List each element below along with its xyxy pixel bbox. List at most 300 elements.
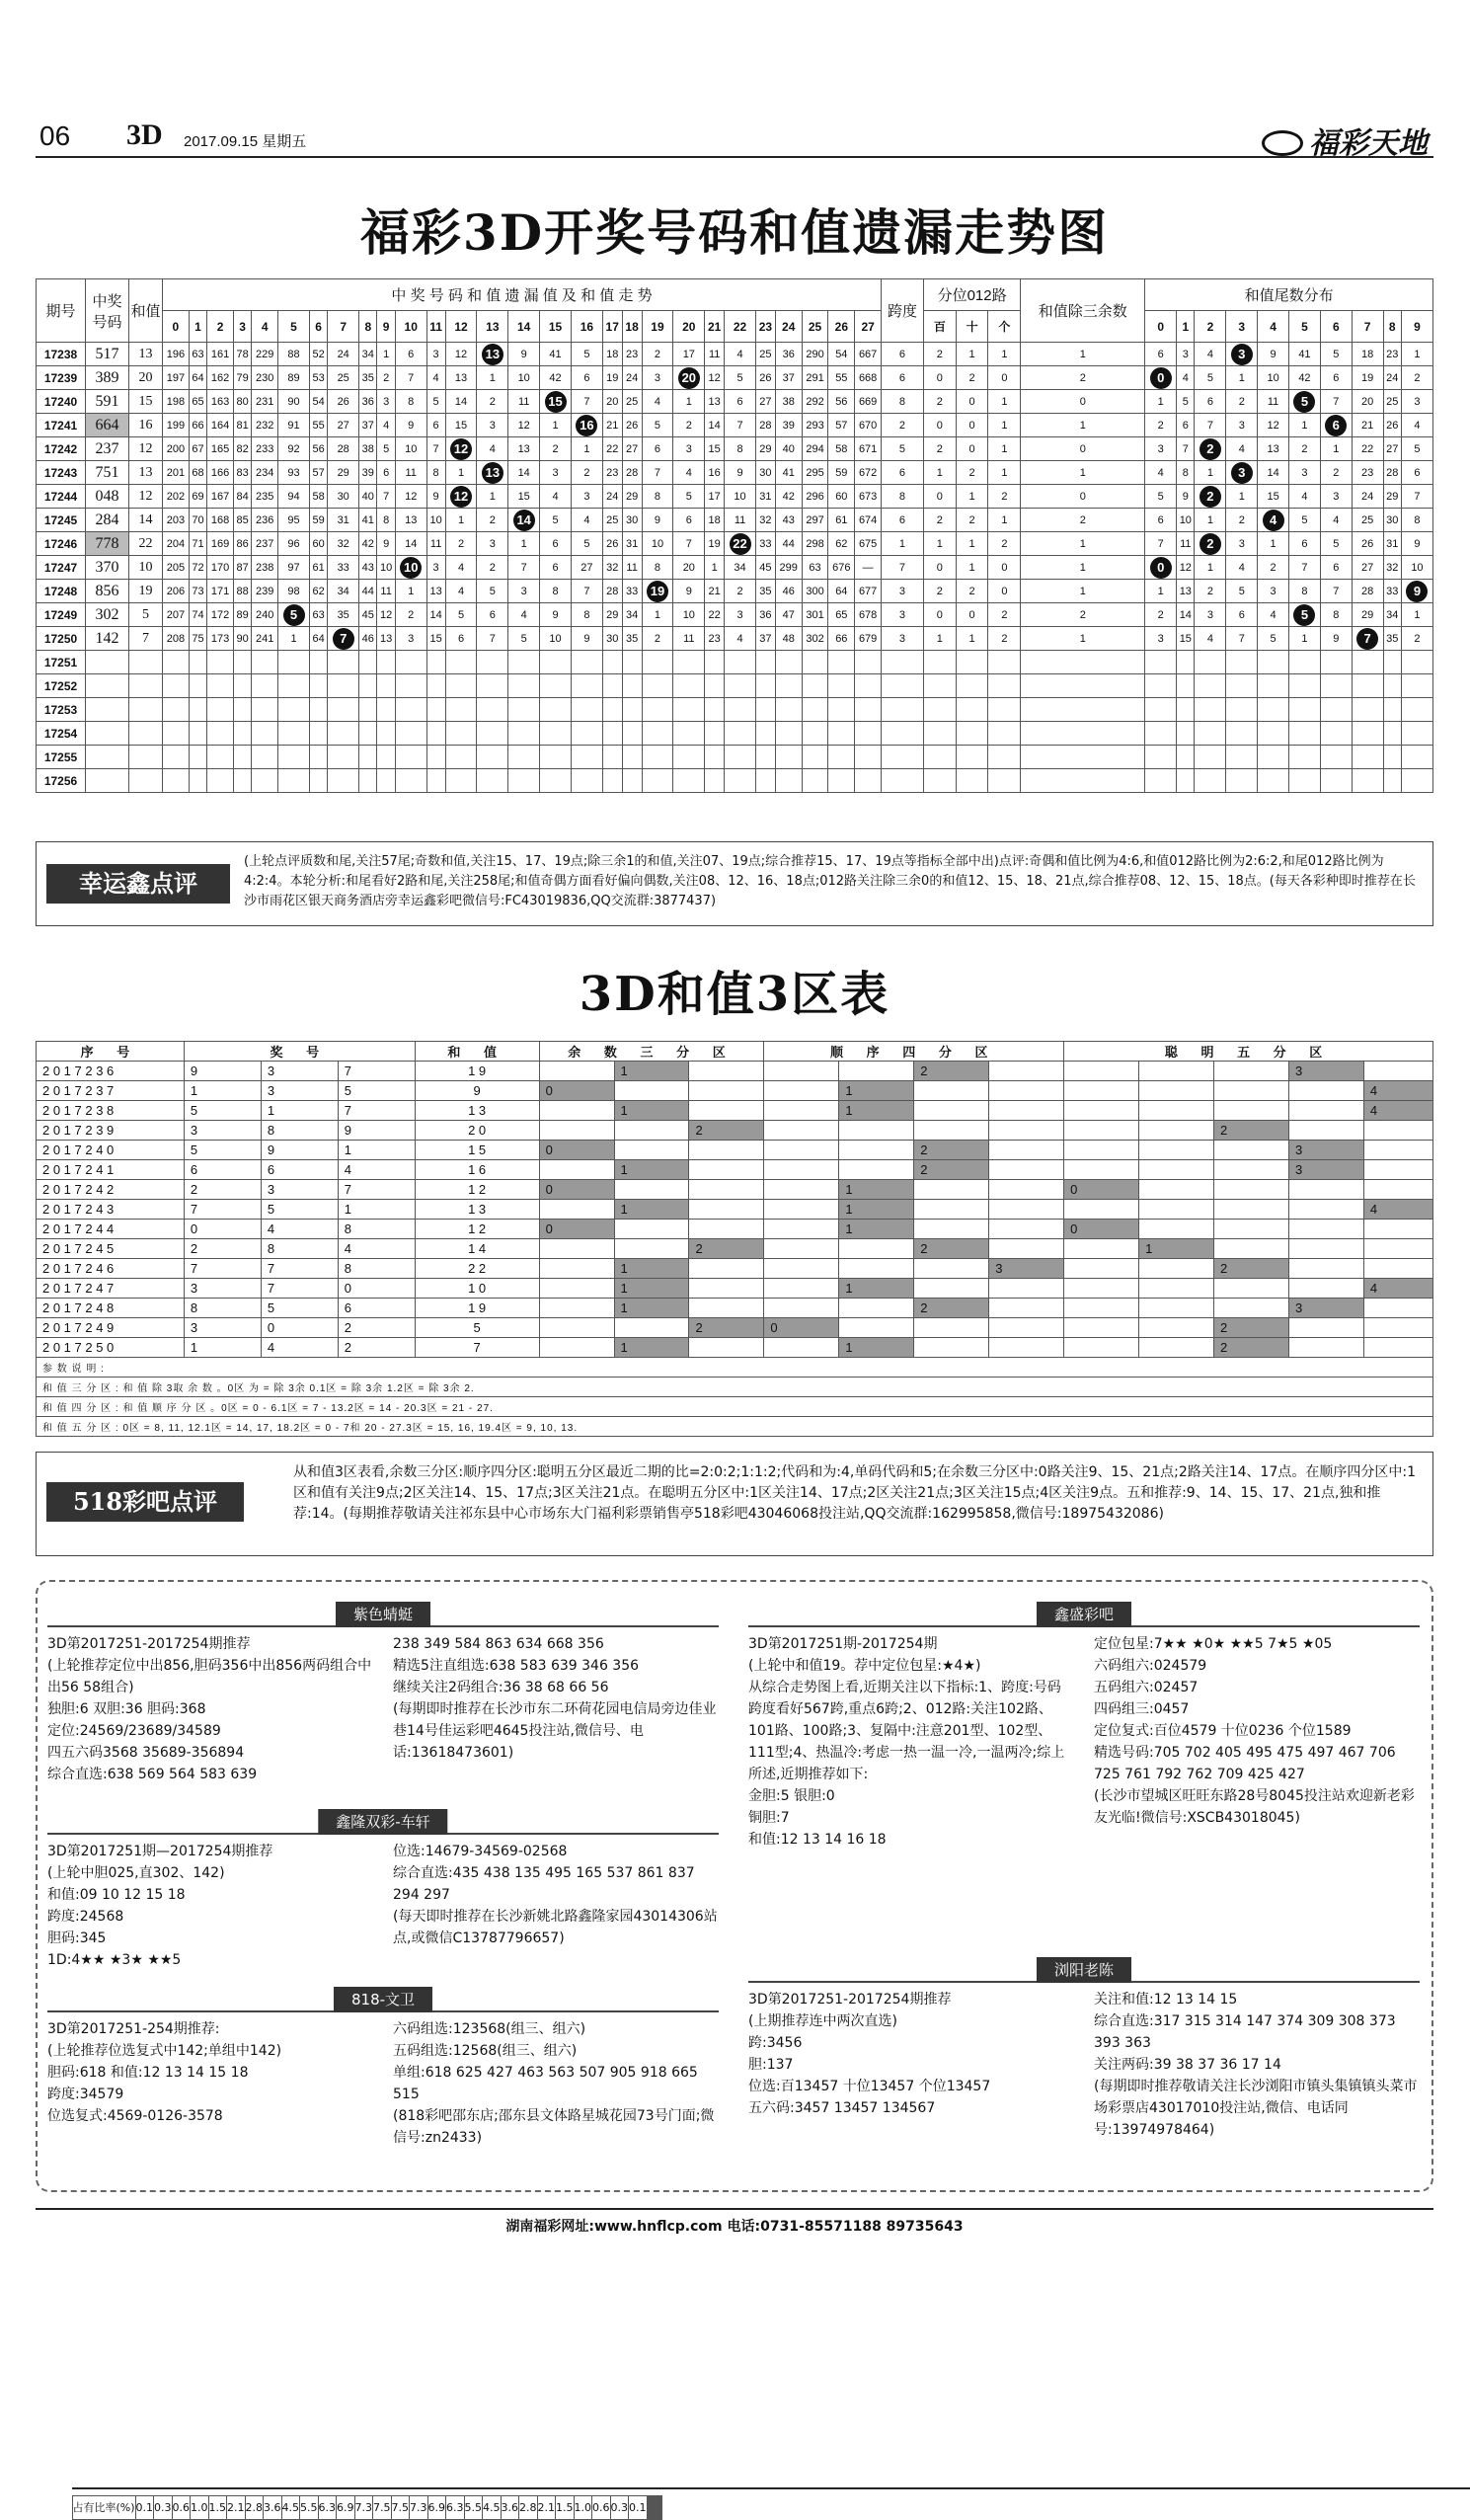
- empty-cell: [163, 746, 190, 769]
- expert-line: 四码组三:0457: [1094, 1701, 1190, 1717]
- empty-cell: [755, 651, 775, 674]
- tail-cell: 13: [1177, 580, 1195, 603]
- tail-cell: 25: [1383, 390, 1401, 414]
- omission-cell: 80: [233, 390, 251, 414]
- hit-marker: 13: [482, 462, 503, 484]
- tail-cell: 29: [1383, 485, 1401, 509]
- omission-cell: 3: [508, 580, 540, 603]
- zone-digit: 7: [338, 1101, 415, 1121]
- expert-line: 定位复式:百位4579 十位0236 个位1589: [1094, 1723, 1352, 1739]
- sum-col-head: 24: [775, 311, 802, 343]
- empty-cell: [855, 746, 882, 769]
- zone-empty: [914, 1180, 989, 1200]
- empty-cell: [540, 651, 572, 674]
- omission-cell: 171: [207, 580, 234, 603]
- ratio-cell: 2.8: [245, 2495, 264, 2519]
- omission-cell: 2: [377, 366, 395, 390]
- empty-cell: [163, 722, 190, 746]
- omission-cell: 27: [571, 556, 602, 580]
- zone-row: [37, 1121, 1433, 1141]
- col-sum: 和值: [129, 279, 163, 343]
- empty-cell: [956, 746, 988, 769]
- sum-hit-cell: [445, 437, 477, 461]
- omission-cell: 1: [508, 532, 540, 556]
- tail-cell: 3: [1145, 437, 1177, 461]
- trend-row: [37, 414, 1433, 437]
- omission-cell: 296: [802, 485, 828, 509]
- zone-empty: [1288, 1101, 1363, 1121]
- zone-empty: [1363, 1239, 1432, 1259]
- omission-cell: 169: [207, 532, 234, 556]
- hit-marker: 13: [482, 344, 503, 365]
- empty-cell: [988, 698, 1021, 722]
- zone-empty: [1363, 1121, 1432, 1141]
- empty-cell: [359, 746, 377, 769]
- empty-cell: [508, 769, 540, 793]
- tail-cell: 6: [1145, 343, 1177, 366]
- omission-cell: 9: [725, 461, 756, 485]
- empty-cell: [923, 722, 956, 746]
- tail-hit-cell: [1258, 509, 1289, 532]
- zone-digit: 7: [184, 1200, 261, 1220]
- empty-cell: [328, 722, 359, 746]
- omission-cell: 11: [725, 509, 756, 532]
- sum-hit-cell: [508, 509, 540, 532]
- empty-cell: [923, 651, 956, 674]
- zone-mark: 0: [539, 1141, 614, 1160]
- empty-cell: [377, 674, 395, 698]
- zone-row: [37, 1081, 1433, 1101]
- omission-cell: 11: [377, 580, 395, 603]
- zone-sum: 1 3: [415, 1200, 539, 1220]
- sum-col-head: 17: [602, 311, 622, 343]
- empty-cell: [828, 746, 855, 769]
- empty-cell: [207, 674, 234, 698]
- road-cell: 2: [956, 366, 988, 390]
- zone-period: 2 0 1 7 2 3 6: [37, 1062, 185, 1081]
- ratio-cell: 1.0: [574, 2495, 592, 2519]
- zone-mark: 2: [689, 1121, 764, 1141]
- empty-cell: [252, 651, 278, 674]
- empty-cell: [725, 651, 756, 674]
- tail-cell: 1: [1258, 532, 1289, 556]
- zone-empty: [1363, 1259, 1432, 1279]
- zone-empty: [839, 1121, 914, 1141]
- expert-line: (上轮推荐定位中出856,胆码356中出856两码组合中出56 58组合): [47, 1658, 372, 1695]
- empty-cell: [923, 746, 956, 769]
- omission-cell: 7: [377, 485, 395, 509]
- expert-line: 独胆:6 双胆:36 胆码:368: [47, 1701, 206, 1717]
- empty-cell: [377, 722, 395, 746]
- empty-cell: [1320, 698, 1352, 722]
- tail-cell: 6: [1226, 603, 1258, 627]
- zone-empty: [539, 1338, 614, 1358]
- expert-columns: [748, 1633, 1420, 1851]
- zone-row: [37, 1180, 1433, 1200]
- tail-cell: 1: [1195, 509, 1226, 532]
- omission-cell: 301: [802, 603, 828, 627]
- zone-row: [37, 1220, 1433, 1239]
- zone-empty: [689, 1141, 764, 1160]
- empty-cell: [309, 674, 327, 698]
- zone-empty: [1363, 1180, 1432, 1200]
- zone-title: 3D和值3区表: [579, 967, 890, 1022]
- empty-cell: [377, 746, 395, 769]
- empty-cell: [233, 746, 251, 769]
- omission-cell: 30: [328, 485, 359, 509]
- zone-period: 2 0 1 7 2 3 9: [37, 1121, 185, 1141]
- empty-cell: [278, 722, 310, 746]
- tail-cell: 9: [1401, 532, 1432, 556]
- omission-cell: 73: [189, 580, 206, 603]
- omission-cell: 29: [622, 485, 642, 509]
- zone-empty: [539, 1160, 614, 1180]
- empty-cell: [129, 722, 163, 746]
- omission-cell: 230: [252, 366, 278, 390]
- expert-line: (上轮推荐位选复式中142;单组中142): [47, 2043, 282, 2059]
- omission-cell: 88: [233, 580, 251, 603]
- zone-sum: 2 2: [415, 1259, 539, 1279]
- zone-empty: [689, 1101, 764, 1121]
- omission-cell: 31: [328, 509, 359, 532]
- omission-cell: 4: [445, 556, 477, 580]
- expert-right: [1094, 1633, 1420, 1851]
- omission-cell: 13: [377, 627, 395, 651]
- expert-line: 定位:24569/23689/34589: [47, 1723, 221, 1739]
- sum-hit-cell: [477, 343, 508, 366]
- omission-cell: 27: [328, 414, 359, 437]
- omission-cell: 10: [673, 603, 705, 627]
- empty-cell: [508, 698, 540, 722]
- omission-cell: 23: [622, 343, 642, 366]
- sum-cell: 13: [129, 343, 163, 366]
- empty-cell: [359, 674, 377, 698]
- omission-cell: 28: [622, 461, 642, 485]
- zone-period: 2 0 1 7 2 4 4: [37, 1220, 185, 1239]
- tail-col-head: 1: [1177, 311, 1195, 343]
- omission-cell: 9: [508, 343, 540, 366]
- zone-empty: [1214, 1160, 1289, 1180]
- tail-col-head: 6: [1320, 311, 1352, 343]
- omission-cell: 54: [309, 390, 327, 414]
- zone-mark: 1: [839, 1200, 914, 1220]
- tail-col-head: 3: [1226, 311, 1258, 343]
- omission-cell: 172: [207, 603, 234, 627]
- empty-cell: [1226, 651, 1258, 674]
- trend-row-empty: [37, 769, 1433, 793]
- expert-line: (每期即时推荐在长沙市东二环荷花园电信局旁边佳业巷14号佳运彩吧4645投注站,微信号、电话:13618473601): [393, 1701, 717, 1761]
- zone-period: 2 0 1 7 2 4 5: [37, 1239, 185, 1259]
- omission-cell: 28: [755, 414, 775, 437]
- ratio-cell: 4.5: [483, 2495, 502, 2519]
- zone-digit: 8: [184, 1299, 261, 1318]
- omission-cell: 25: [622, 390, 642, 414]
- trend-row-empty: [37, 746, 1433, 769]
- empty-cell: [882, 746, 924, 769]
- ratio-cell: 5.5: [300, 2495, 319, 2519]
- number-cell: 237: [86, 437, 129, 461]
- omission-cell: 166: [207, 461, 234, 485]
- omission-cell: 33: [755, 532, 775, 556]
- empty-cell: [163, 769, 190, 793]
- road-cell: 0: [923, 556, 956, 580]
- tail-cell: 10: [1258, 366, 1289, 390]
- span-cell: 3: [882, 627, 924, 651]
- omission-cell: 6: [571, 366, 602, 390]
- empty-cell: [1320, 722, 1352, 746]
- omission-cell: 240: [252, 603, 278, 627]
- empty-cell: [642, 698, 673, 722]
- omission-cell: 13: [705, 390, 725, 414]
- omission-cell: 10: [395, 437, 426, 461]
- omission-cell: 64: [189, 366, 206, 390]
- hit-marker: 14: [513, 510, 535, 531]
- tail-cell: 1: [1226, 485, 1258, 509]
- zone-empty: [989, 1299, 1064, 1318]
- tail-cell: 1: [1195, 556, 1226, 580]
- empty-cell: [956, 651, 988, 674]
- empty-cell: [359, 769, 377, 793]
- omission-cell: 197: [163, 366, 190, 390]
- tail-cell: 22: [1352, 437, 1383, 461]
- empty-cell: [673, 769, 705, 793]
- omission-cell: 26: [622, 414, 642, 437]
- omission-cell: 670: [855, 414, 882, 437]
- tail-cell: 10: [1401, 556, 1432, 580]
- road-cell: 0: [988, 366, 1021, 390]
- omission-cell: 200: [163, 437, 190, 461]
- empty-cell: [233, 769, 251, 793]
- empty-cell: [1401, 698, 1432, 722]
- empty-cell: [86, 674, 129, 698]
- omission-cell: 6: [395, 343, 426, 366]
- zone-empty: [1064, 1299, 1139, 1318]
- zone-empty: [1214, 1081, 1289, 1101]
- omission-cell: 4: [540, 485, 572, 509]
- zone-mark: 0: [539, 1180, 614, 1200]
- tail-cell: 2: [1401, 366, 1432, 390]
- expert-section: [748, 1957, 1420, 2141]
- empty-cell: [1401, 674, 1432, 698]
- sum-col-head: 21: [705, 311, 725, 343]
- omission-cell: 14: [426, 603, 445, 627]
- tail-cell: 4: [1177, 366, 1195, 390]
- zone-mark: 1: [839, 1338, 914, 1358]
- omission-cell: 10: [725, 485, 756, 509]
- omission-cell: 202: [163, 485, 190, 509]
- tail-cell: 7: [1195, 414, 1226, 437]
- number-cell: 048: [86, 485, 129, 509]
- tail-cell: 5: [1145, 485, 1177, 509]
- omission-cell: 31: [755, 485, 775, 509]
- zone-head-row: [37, 1042, 1433, 1062]
- page-header: [36, 117, 1433, 161]
- zone-digit: 2: [338, 1318, 415, 1338]
- empty-cell: [278, 698, 310, 722]
- empty-cell: [426, 674, 445, 698]
- omission-cell: 7: [395, 366, 426, 390]
- zone-row: [37, 1279, 1433, 1299]
- sum-col-head: 11: [426, 311, 445, 343]
- empty-cell: [1352, 674, 1383, 698]
- omission-cell: 17: [705, 485, 725, 509]
- omission-cell: 59: [309, 509, 327, 532]
- omission-cell: 57: [309, 461, 327, 485]
- span-cell: 3: [882, 580, 924, 603]
- zone-empty: [1214, 1062, 1289, 1081]
- expert-line: 3D第2017251-2017254期推荐: [748, 1992, 952, 2008]
- tail-cell: 6: [1195, 390, 1226, 414]
- zone-empty: [1288, 1239, 1363, 1259]
- omission-cell: 22: [705, 603, 725, 627]
- empty-cell: [1177, 698, 1195, 722]
- tail-cell: 24: [1383, 366, 1401, 390]
- ratio-cell: 5.5: [464, 2495, 483, 2519]
- omission-cell: 12: [377, 603, 395, 627]
- empty-cell: [395, 746, 426, 769]
- empty-cell: [1145, 674, 1177, 698]
- tail-cell: 2: [1226, 390, 1258, 414]
- omission-cell: 14: [395, 532, 426, 556]
- sum-col-head: 8: [359, 311, 377, 343]
- omission-cell: 1: [540, 414, 572, 437]
- zone-empty: [689, 1160, 764, 1180]
- omission-cell: 32: [328, 532, 359, 556]
- empty-cell: [395, 674, 426, 698]
- trend-row-empty: [37, 651, 1433, 674]
- zone-mark: 1: [614, 1101, 689, 1121]
- expert-line: (上轮中和值19。荐中定位包星:★4★): [748, 1658, 981, 1674]
- zone-digit: 3: [184, 1121, 261, 1141]
- empty-cell: [1258, 674, 1289, 698]
- tail-cell: 5: [1177, 390, 1195, 414]
- empty-cell: [1258, 698, 1289, 722]
- expert-section: [47, 1809, 719, 1971]
- zone-mark: 1: [839, 1101, 914, 1121]
- expert-line: 位选:百13457 十位13457 个位13457: [748, 2079, 991, 2094]
- empty-cell: [622, 674, 642, 698]
- omission-cell: 290: [802, 343, 828, 366]
- omission-cell: 300: [802, 580, 828, 603]
- omission-cell: 52: [309, 343, 327, 366]
- period-cell: 17238: [37, 343, 86, 366]
- empty-cell: [705, 698, 725, 722]
- omission-cell: 6: [377, 461, 395, 485]
- empty-cell: [1401, 746, 1432, 769]
- omission-cell: 672: [855, 461, 882, 485]
- zone-mark: 1: [614, 1299, 689, 1318]
- tail-cell: 11: [1258, 390, 1289, 414]
- hit-marker: 19: [647, 581, 668, 602]
- omission-cell: 165: [207, 437, 234, 461]
- expert-band: [47, 1602, 719, 1627]
- trend-row: [37, 580, 1433, 603]
- empty-cell: [309, 722, 327, 746]
- period-cell: 17255: [37, 746, 86, 769]
- empty-cell: [802, 651, 828, 674]
- zone-mark: 1: [839, 1081, 914, 1101]
- empty-cell: [755, 746, 775, 769]
- tail-cell: 1: [1320, 437, 1352, 461]
- zone-digit: 1: [338, 1200, 415, 1220]
- tail-cell: 33: [1383, 580, 1401, 603]
- empty-cell: [1145, 722, 1177, 746]
- ratio-cell: 2.1: [227, 2495, 246, 2519]
- omission-cell: 7: [508, 556, 540, 580]
- omission-cell: 26: [602, 532, 622, 556]
- empty-cell: [377, 769, 395, 793]
- omission-cell: 12: [508, 414, 540, 437]
- period-cell: 17242: [37, 437, 86, 461]
- omission-cell: 10: [508, 366, 540, 390]
- empty-cell: [1289, 722, 1321, 746]
- zone-row: [37, 1299, 1433, 1318]
- tail-cell: 2: [1289, 437, 1321, 461]
- tail-cell: 9: [1320, 627, 1352, 651]
- omission-cell: 669: [855, 390, 882, 414]
- expert-line: 继续关注2码组合:36 38 68 66 56: [393, 1680, 609, 1695]
- zone-empty: [539, 1279, 614, 1299]
- zone-empty: [539, 1318, 614, 1338]
- tail-cell: 1: [1289, 627, 1321, 651]
- ratio-cell: 6.9: [337, 2495, 355, 2519]
- number-cell: 284: [86, 509, 129, 532]
- zone-empty: [1288, 1279, 1363, 1299]
- empty-cell: [207, 769, 234, 793]
- sum-col-head: 12: [445, 311, 477, 343]
- zone-mark: 1: [839, 1220, 914, 1239]
- ratio-cell: 1.0: [191, 2495, 209, 2519]
- empty-cell: [828, 769, 855, 793]
- zone-mark: 1: [614, 1062, 689, 1081]
- zone-mark: 0: [1064, 1220, 1139, 1239]
- trend-row: [37, 437, 1433, 461]
- empty-cell: [207, 698, 234, 722]
- empty-cell: [956, 698, 988, 722]
- empty-cell: [855, 769, 882, 793]
- omission-cell: 238: [252, 556, 278, 580]
- omission-cell: 196: [163, 343, 190, 366]
- omission-cell: 294: [802, 437, 828, 461]
- omission-cell: 27: [755, 390, 775, 414]
- zone-empty: [614, 1318, 689, 1338]
- zone-empty: [914, 1279, 989, 1299]
- zone-mark: 1: [614, 1200, 689, 1220]
- zone-digit: 1: [338, 1141, 415, 1160]
- empty-cell: [882, 651, 924, 674]
- tail-cell: 34: [1383, 603, 1401, 627]
- zone-mark: 2: [689, 1318, 764, 1338]
- empty-cell: [129, 746, 163, 769]
- omission-cell: 2: [477, 509, 508, 532]
- omission-cell: 18: [705, 509, 725, 532]
- omission-cell: 89: [278, 366, 310, 390]
- zone-empty: [914, 1338, 989, 1358]
- zone-empty: [689, 1062, 764, 1081]
- remainder-cell: 0: [1021, 437, 1145, 461]
- ratio-cell: 2.1: [537, 2495, 556, 2519]
- expert-line: 五码组选:12568(组三、组六): [393, 2043, 578, 2059]
- expert-line: 六码组选:123568(组三、组六): [393, 2021, 586, 2037]
- zone-empty: [539, 1259, 614, 1279]
- zone-row: [37, 1101, 1433, 1121]
- expert-line: 3D第2017251-254期推荐:: [47, 2021, 220, 2037]
- zone-empty: [689, 1220, 764, 1239]
- tail-cell: 8: [1320, 603, 1352, 627]
- zone-empty: [1214, 1239, 1289, 1259]
- zone-head-cell: 聪 明 五 分 区: [1064, 1042, 1433, 1062]
- ratio-cell: 6.9: [427, 2495, 446, 2519]
